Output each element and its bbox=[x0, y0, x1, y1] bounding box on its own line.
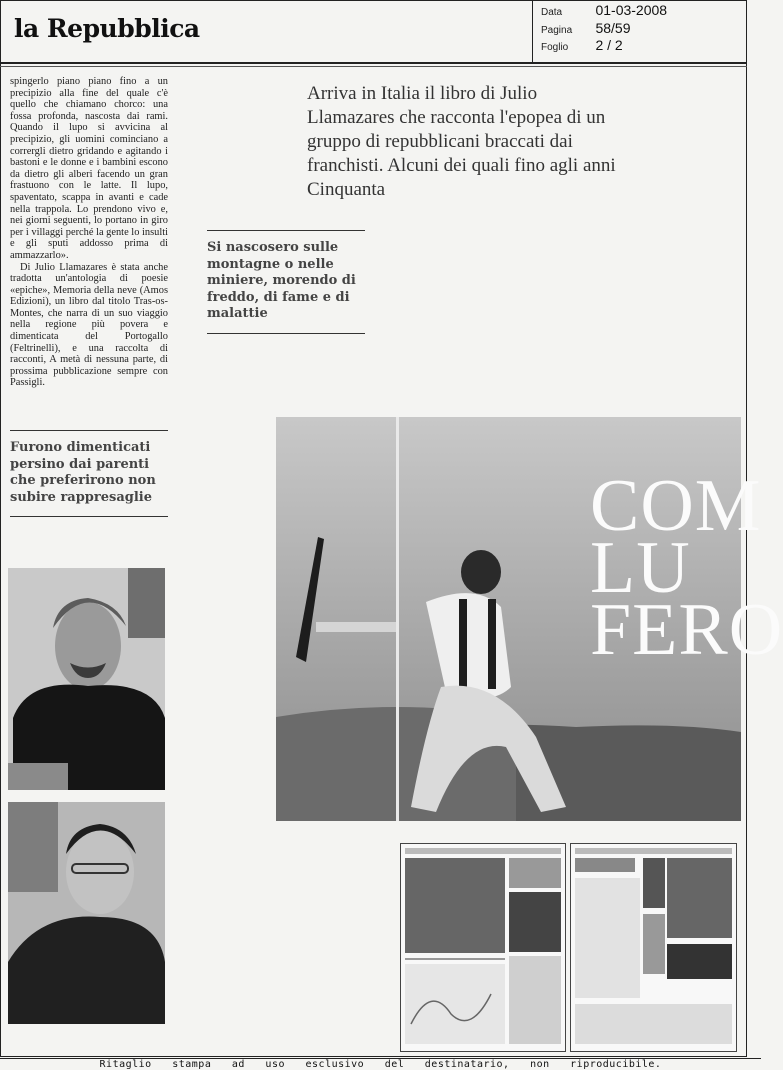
author-photo-2-drawing bbox=[8, 802, 165, 1024]
article-body-column bbox=[10, 76, 168, 389]
clipping-meta-box bbox=[532, 0, 746, 62]
meta-page-label: Pagina bbox=[541, 25, 573, 36]
meta-date-value: 01-03-2008 bbox=[595, 2, 668, 18]
meta-sheet-row bbox=[541, 37, 623, 55]
meta-sheet-label: Foglio bbox=[541, 42, 569, 53]
page-thumbnail-58 bbox=[400, 843, 566, 1052]
article-intro: Arriva in Italia il libro di Julio Llamazares che racconta l'epopea di un gruppo di repubblicani braccati dai franchisti. Alcuni dei quali fino agli anni Cinquanta bbox=[307, 83, 616, 200]
reproduction-notice: Ritaglio stampa ad uso esclusivo del destinatario, non riproducibile. bbox=[99, 1059, 662, 1070]
header-divider-thin bbox=[0, 66, 747, 67]
page-thumbnail-58-drawing bbox=[401, 844, 565, 1051]
pullquote-2-text: Furono dimenticati persino dai parenti che preferirono non subire rappresaglie bbox=[10, 440, 156, 505]
meta-date-label: Data bbox=[541, 7, 563, 18]
pullquote-1-bottom-rule bbox=[207, 333, 365, 334]
headline-overlay: COM LU FERO bbox=[590, 465, 783, 671]
page-thumbnail-59-drawing bbox=[571, 844, 736, 1051]
author-photo-2 bbox=[8, 802, 165, 1024]
author-photo-1-drawing bbox=[8, 568, 165, 790]
meta-page-row bbox=[541, 20, 631, 38]
pullquote-1-text: Si nascosero sulle montagne o nelle miniere, morendo di freddo, di fame e di malattie bbox=[207, 240, 356, 321]
pullquote-2 bbox=[10, 430, 168, 517]
pullquote-1 bbox=[207, 230, 365, 334]
body-paragraph-2: Di Julio Llamazares è stata anche tradotta un'antologia di poesie «epiche», Memoria della neve (Amos Edizioni), un libro dal titolo Tras-os-Montes, che narra di un suo viaggio nella regione più povera e dimenticata del Portogallo (Feltrinelli), e una raccolta di racconti, A metà di nessuna parte, di prossima pubblicazione sempre con Passigli. bbox=[10, 261, 168, 389]
meta-sheet-value: 2 / 2 bbox=[595, 37, 623, 53]
meta-date-row bbox=[541, 2, 667, 20]
meta-page-value: 58/59 bbox=[595, 20, 631, 36]
pullquote-2-bottom-rule bbox=[10, 516, 168, 517]
masthead-logo: la Repubblica bbox=[14, 14, 200, 43]
header-divider bbox=[0, 62, 747, 64]
body-paragraph-1: spingerlo piano piano fino a un precipizio alla fine del quale c'è quello che chiamano chorco: una fossa profonda, nascosta dai rami. Quando il lupo si avvicina al precipizio, gli uomini cominciano a corrergli dietro gridando e agitando i bastoni e le donne e i bambini escono da dietro gli alberi facendo un gran frastuono con le latte. Il lupo, spaventato, scappa in avanti e cade nella trappola. Lo prendono vivo e, nei giorni seguenti, lo portano in giro per i villaggi perché la gente lo insulti e gli sputi addosso prima di ammazzarlo». bbox=[10, 76, 168, 261]
author-photo-1 bbox=[8, 568, 165, 790]
page-thumbnail-59 bbox=[570, 843, 737, 1052]
